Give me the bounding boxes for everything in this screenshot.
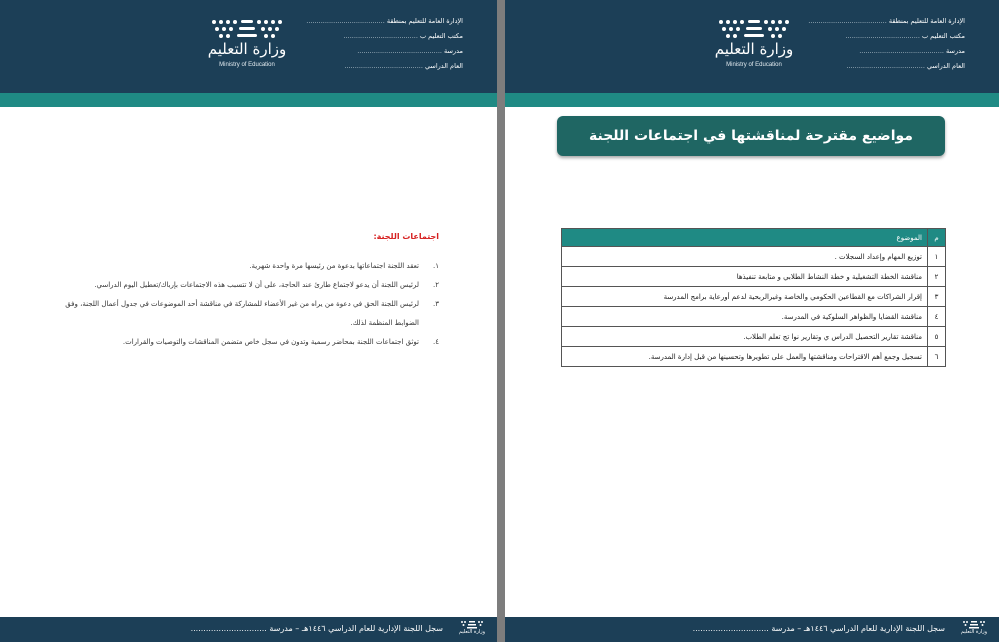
column-header-number: م bbox=[928, 229, 946, 247]
logo-english-text: Ministry of Education bbox=[219, 62, 275, 68]
row-number: ٥ bbox=[928, 327, 946, 347]
row-topic: مناقشة القضايا والظواهر السلوكية في المدرسة. bbox=[562, 307, 928, 327]
footer-text: سجل اللجنة الإدارية للعام الدراسي ١٤٤٦هـ – مدرسة .............................. bbox=[692, 624, 945, 633]
footer-logo bbox=[455, 620, 489, 639]
admin-line-year: العام الدراسي ...................................... bbox=[846, 62, 965, 70]
footer-logo-text: وزارة التعليم bbox=[960, 629, 988, 635]
row-topic: توزيع المهام وإعداد السجلات . bbox=[562, 247, 928, 267]
topics-table bbox=[561, 228, 946, 367]
logo-arabic-text: وزارة التعليم bbox=[714, 40, 794, 58]
row-topic: مناقشة الخطة التشغيلية و خطة النشاط الطلابي و متابعة تنفيذها bbox=[562, 267, 928, 287]
logo-english-text: Ministry of Education bbox=[726, 62, 782, 68]
page-gutter bbox=[497, 0, 505, 642]
ministry-logo-icon bbox=[208, 18, 286, 40]
topics-title-banner: مواضيع مقترحة لمناقشتها في اجتماعات اللجنة bbox=[557, 116, 945, 156]
ministry-logo bbox=[206, 18, 288, 74]
table-row bbox=[562, 347, 946, 367]
meetings-section-title: اجتماعات اللجنة: bbox=[373, 232, 439, 241]
admin-info-block bbox=[303, 14, 463, 74]
row-number: ٤ bbox=[928, 307, 946, 327]
page-footer bbox=[505, 617, 999, 642]
page-header bbox=[505, 0, 999, 93]
table-row bbox=[562, 287, 946, 307]
table-row bbox=[562, 267, 946, 287]
footer-logo-icon bbox=[961, 620, 987, 629]
meetings-list-item: ٣. لرئيس اللجنة الحق في دعوة من يراه من غير الأعضاء للمشاركة في مناقشة أحد الموضوعات في جدول أعمال اللجنة، وفق الضوابط المنظمة لذلك. bbox=[65, 300, 439, 327]
row-topic: إقرار الشراكات مع القطاعين الحكومي والخاصة وغيرالربحية لدعم أورعاية برامج المدرسة bbox=[562, 287, 928, 307]
ministry-logo-icon bbox=[715, 18, 793, 40]
ministry-logo bbox=[713, 18, 795, 74]
page-header bbox=[0, 0, 497, 93]
footer-logo bbox=[957, 620, 991, 639]
table-row bbox=[562, 247, 946, 267]
meetings-list-item: ١. تعقد اللجنة اجتماعاتها بدعوة من رئيسها مرة واحدة شهرية. bbox=[249, 262, 439, 270]
admin-line-region: الإدارة العامة للتعليم بمنطقة ...................................... bbox=[808, 17, 965, 25]
row-number: ١ bbox=[928, 247, 946, 267]
table-row bbox=[562, 307, 946, 327]
footer-text: سجل اللجنة الإدارية للعام الدراسي ١٤٤٦هـ – مدرسة .............................. bbox=[190, 624, 443, 633]
table-header-row bbox=[562, 229, 946, 247]
row-topic: مناقشة تقارير التحصيل الدراس ي وتقارير نوا تج تعلم الطلاب. bbox=[562, 327, 928, 347]
committee-meetings-section bbox=[39, 232, 439, 352]
meetings-list-item: ٢. لرئيس اللجنة أن يدعو لاجتماع طارئ عند الحاجة، على أن لا تتسبب هذه الاجتماعات بإرباك/تعطيل اليوم الدراسي. bbox=[94, 281, 439, 289]
admin-line-office: مكتب التعليم ب .................................... bbox=[343, 32, 463, 40]
row-number: ٦ bbox=[928, 347, 946, 367]
table-row bbox=[562, 327, 946, 347]
admin-line-region: الإدارة العامة للتعليم بمنطقة ...................................... bbox=[306, 17, 463, 25]
admin-line-year: العام الدراسي ...................................... bbox=[344, 62, 463, 70]
admin-line-school: مدرسة ......................................... bbox=[357, 47, 463, 55]
teal-divider-strip bbox=[0, 93, 497, 107]
row-topic: تسجيل وجمع أهم الاقتراحات ومناقشتها والعمل على تطويرها وتحسينها من قبل إدارة المدرسة. bbox=[562, 347, 928, 367]
teal-divider-strip bbox=[505, 93, 999, 107]
meetings-list-item: ٤. توثق اجتماعات اللجنة بمحاضر رسمية وتدون في سجل خاص متضمن المناقشات والتوصيات والقرارات. bbox=[122, 338, 439, 346]
footer-logo-icon bbox=[459, 620, 485, 629]
page-footer bbox=[0, 617, 497, 642]
page-right bbox=[505, 0, 999, 642]
column-header-topic: الموضوع bbox=[562, 229, 928, 247]
footer-logo-text: وزارة التعليم bbox=[458, 629, 486, 635]
row-number: ٣ bbox=[928, 287, 946, 307]
admin-info-block bbox=[805, 14, 965, 74]
row-number: ٢ bbox=[928, 267, 946, 287]
logo-arabic-text: وزارة التعليم bbox=[207, 40, 287, 58]
admin-line-office: مكتب التعليم ب .................................... bbox=[845, 32, 965, 40]
meetings-list bbox=[39, 257, 439, 352]
page-left bbox=[0, 0, 497, 642]
admin-line-school: مدرسة ......................................... bbox=[859, 47, 965, 55]
